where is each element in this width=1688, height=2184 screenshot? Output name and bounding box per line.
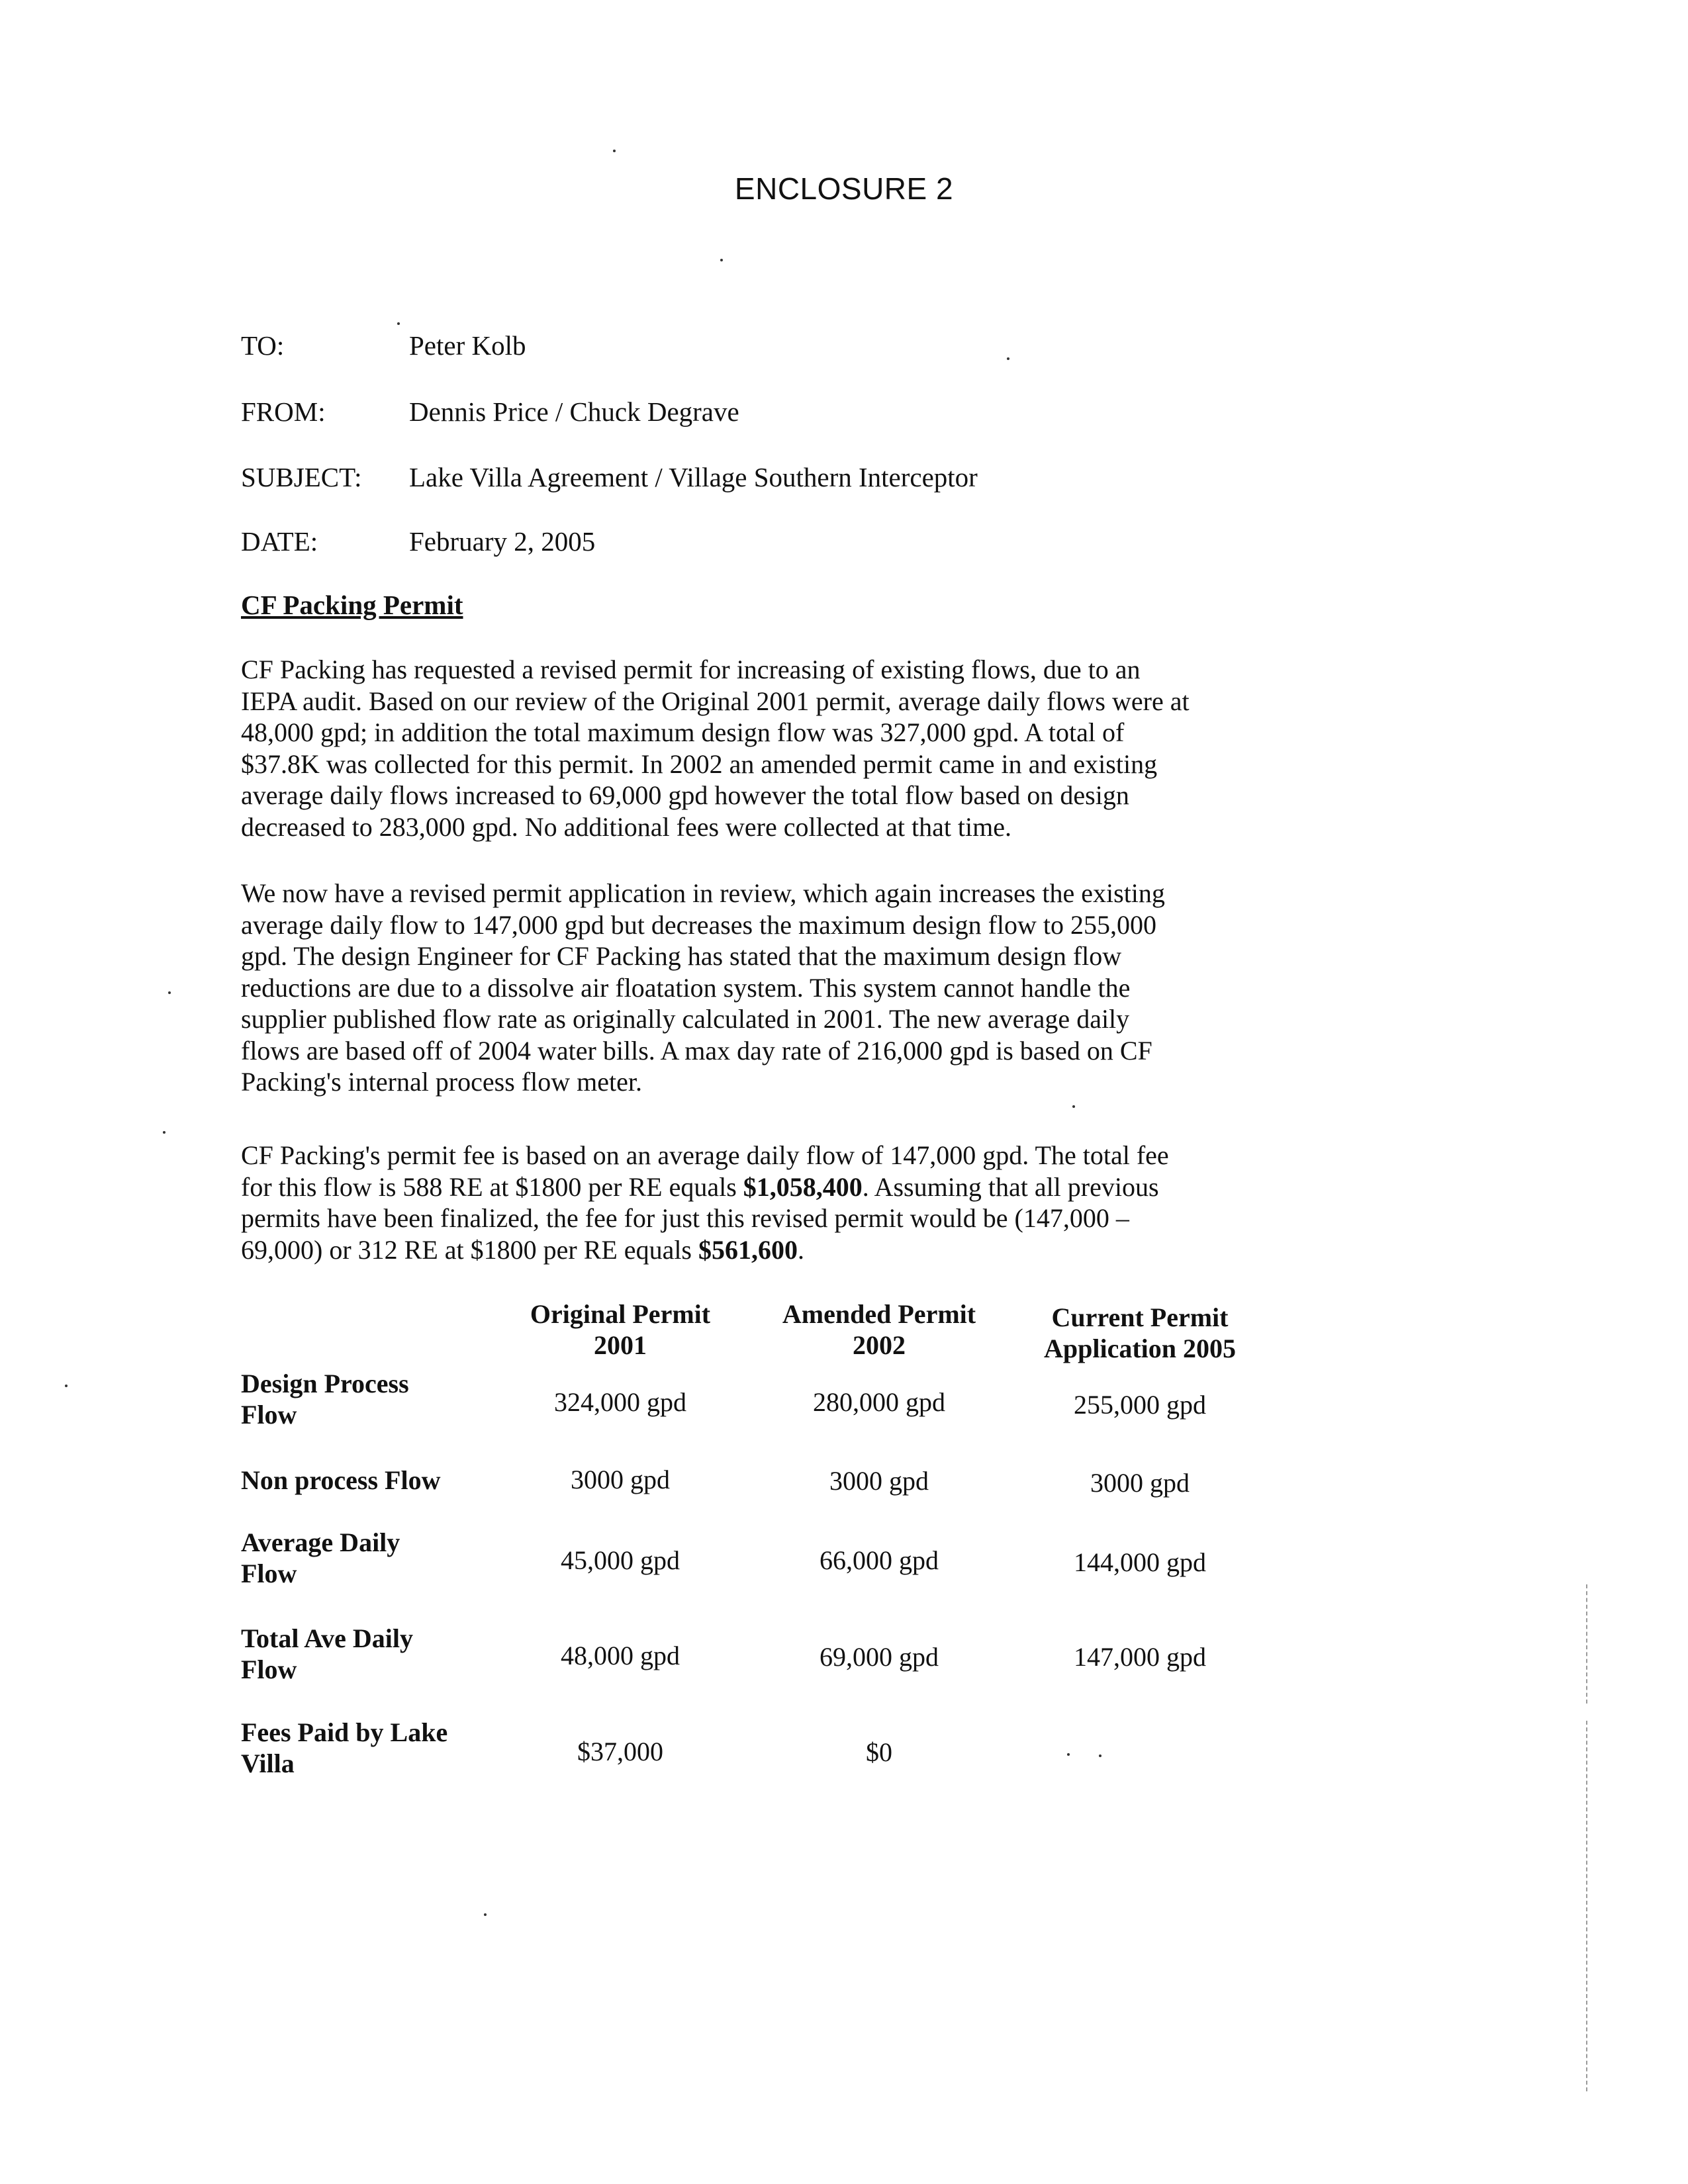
fee-text: 69,000) or 312 RE at $1800 per RE equals [241, 1234, 698, 1265]
paragraph-1 [241, 654, 1260, 842]
memo-subject-label: SUBJECT: [241, 462, 362, 492]
scan-speck [720, 259, 723, 261]
table-row-label [241, 1465, 440, 1496]
memo-date-label: DATE: [241, 526, 318, 557]
table-cell: 3000 gpd [571, 1465, 670, 1494]
scan-speck [1067, 1753, 1070, 1756]
memo-from-value: Dennis Price / Chuck Degrave [409, 396, 739, 427]
table-cell: 66,000 gpd [820, 1545, 939, 1575]
paragraph-line: We now have a revised permit application in review, which again increases the existing [241, 878, 1165, 908]
paragraph-line: decreased to 283,000 gpd. No additional fees were collected at that time. [241, 811, 1012, 842]
row-label-line: Flow [241, 1400, 297, 1430]
row-label-line: Design Process [241, 1369, 409, 1398]
table-header-line: Original Permit [530, 1299, 711, 1329]
fee-text: . Assuming that all previous [862, 1171, 1159, 1202]
row-label-line: Flow [241, 1655, 297, 1684]
paragraph-2 [241, 878, 1260, 1098]
table-cell: 147,000 gpd [1074, 1642, 1206, 1672]
paragraph-line: supplier published flow rate as originally calculated in 2001. The new average daily [241, 1004, 1130, 1034]
table-cell: 3000 gpd [829, 1466, 929, 1496]
paragraph-3 [241, 1140, 1260, 1265]
scan-speck [1072, 1105, 1075, 1108]
paragraph-line: gpd. The design Engineer for CF Packing has stated that the maximum design flow [241, 941, 1122, 971]
memo-from-label: FROM: [241, 396, 326, 427]
table-header-current [1001, 1302, 1279, 1364]
total-fee-amount: $1,058,400 [743, 1171, 863, 1202]
table-row-label [241, 1368, 409, 1430]
table-header-amended [740, 1298, 1018, 1361]
memo-date-value: February 2, 2005 [409, 526, 596, 557]
table-header-line: 2002 [853, 1330, 906, 1360]
scan-edge-marks [1586, 1721, 1589, 2091]
scan-speck [484, 1913, 487, 1916]
fee-text: for this flow is 588 RE at $1800 per RE equals [241, 1171, 743, 1202]
table-cell: 280,000 gpd [813, 1387, 945, 1417]
enclosure-title: ENCLOSURE 2 [734, 171, 954, 206]
scan-speck [163, 1131, 165, 1134]
table-row-label [241, 1623, 413, 1685]
table-row-label [241, 1527, 400, 1589]
memo-to-value: Peter Kolb [409, 330, 526, 361]
table-cell: 324,000 gpd [554, 1387, 686, 1417]
table-header-line: 2001 [594, 1330, 647, 1360]
table-cell: 255,000 gpd [1074, 1390, 1206, 1420]
paragraph-line: flows are based off of 2004 water bills. A max day rate of 216,000 gpd is based on CF [241, 1035, 1152, 1066]
paragraph-line: $37.8K was collected for this permit. In 2002 an amended permit came in and existing [241, 749, 1158, 779]
table-row-label [241, 1717, 447, 1779]
table-cell: 45,000 gpd [561, 1545, 680, 1575]
revised-fee-amount: $561,600 [698, 1234, 798, 1265]
paragraph-line: reductions are due to a dissolve air floatation system. This system cannot handle the [241, 972, 1131, 1003]
scan-speck [1007, 357, 1009, 360]
table-header-line: Current Permit [1051, 1302, 1229, 1332]
scan-speck [168, 991, 171, 994]
paragraph-line: CF Packing has requested a revised permit for increasing of existing flows, due to an [241, 655, 1141, 684]
paragraph-line: permits have been finalized, the fee for just this revised permit would be (147,000 – [241, 1203, 1129, 1233]
scan-speck [613, 150, 616, 152]
table-cell: 3000 gpd [1090, 1468, 1190, 1498]
paragraph-line [241, 1171, 1260, 1203]
table-cell: $37,000 [577, 1737, 663, 1766]
fee-text: . [798, 1234, 804, 1265]
table-header-line: Application 2005 [1043, 1334, 1237, 1363]
row-label-line: Flow [241, 1559, 297, 1588]
paragraph-line [241, 1234, 1260, 1266]
table-header-line: Amended Permit [782, 1299, 976, 1329]
row-label-line: Fees Paid by Lake [241, 1717, 448, 1747]
paragraph-line: average daily flow to 147,000 gpd but decreases the maximum design flow to 255,000 [241, 909, 1157, 940]
paragraph-line: 48,000 gpd; in addition the total maximum design flow was 327,000 gpd. A total of [241, 717, 1125, 747]
row-label-line: Total Ave Daily [241, 1623, 414, 1653]
memo-to-label: TO: [241, 330, 285, 361]
memo-subject-value: Lake Villa Agreement / Village Southern Interceptor [409, 462, 978, 492]
row-label-line: Average Daily [241, 1527, 400, 1557]
table-cell: 144,000 gpd [1074, 1547, 1206, 1577]
paragraph-line: Packing's internal process flow meter. [241, 1067, 642, 1097]
table-cell: 48,000 gpd [561, 1641, 680, 1670]
row-label-line: Villa [241, 1749, 295, 1778]
paragraph-line: CF Packing's permit fee is based on an average daily flow of 147,000 gpd. The total fee [241, 1140, 1169, 1170]
paragraph-line: average daily flows increased to 69,000 gpd however the total flow based on design [241, 780, 1129, 810]
table-cell: 69,000 gpd [820, 1642, 939, 1672]
table-cell: $0 [866, 1737, 892, 1767]
scan-speck [1099, 1754, 1102, 1757]
scan-edge-marks [1586, 1584, 1589, 1704]
table-header-original [481, 1298, 759, 1361]
section-title: CF Packing Permit [241, 590, 463, 620]
scan-speck [397, 322, 400, 325]
scan-speck [65, 1385, 68, 1387]
paragraph-line: IEPA audit. Based on our review of the Original 2001 permit, average daily flows were at [241, 686, 1190, 716]
row-label-line: Non process Flow [241, 1465, 441, 1495]
